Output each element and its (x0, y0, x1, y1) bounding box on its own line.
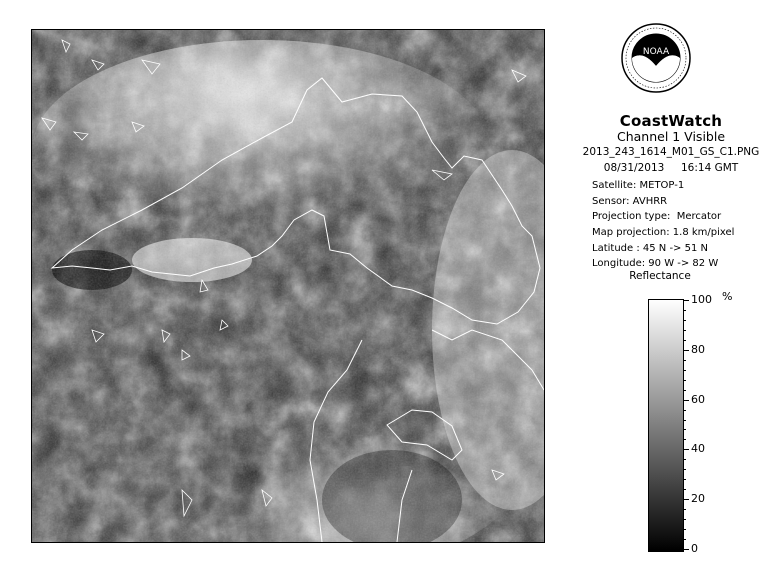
colorbar-major-tick (683, 350, 689, 351)
noaa-logo-icon (619, 20, 693, 112)
sensor-label: Sensor: AVHRR (592, 195, 668, 207)
map-projection-label: Map projection: 1.8 km/pixel (592, 227, 735, 239)
datetime-label: 08/31/2013 16:14 GMT (603, 162, 739, 174)
channel-label: Channel 1 Visible (616, 129, 726, 144)
colorbar-minor-tick (683, 429, 686, 430)
colorbar-minor-tick (683, 310, 686, 311)
colorbar-minor-tick (683, 539, 686, 540)
colorbar-minor-tick (683, 519, 686, 520)
colorbar-minor-tick (683, 410, 686, 411)
colorbar-major-tick (683, 499, 689, 500)
colorbar-minor-tick (683, 479, 686, 480)
satellite-label: Satellite: METOP-1 (592, 180, 685, 191)
colorbar-minor-tick (683, 380, 686, 381)
colorbar-major-tick (683, 549, 689, 550)
colorbar-minor-tick (683, 420, 686, 421)
colorbar-minor-tick (683, 320, 686, 321)
colorbar-minor-tick (683, 370, 686, 371)
colorbar-minor-tick (683, 330, 686, 331)
noaa-logo-text: NOAA (642, 47, 670, 57)
colorbar-minor-tick (683, 489, 686, 490)
colorbar-tick-label: 80 (691, 343, 705, 356)
colorbar-tick-label: 0 (691, 542, 698, 555)
colorbar-minor-tick (683, 509, 686, 510)
colorbar-minor-tick (683, 469, 686, 470)
colorbar-minor-tick (683, 439, 686, 440)
colorbar-minor-tick (683, 360, 686, 361)
colorbar-minor-tick (683, 390, 686, 391)
colorbar-title: Reflectance (629, 270, 691, 282)
colorbar-tick-label: 100 (691, 293, 712, 306)
colorbar-minor-tick (683, 340, 686, 341)
colorbar-minor-tick (683, 459, 686, 460)
colorbar-tick-label: 20 (691, 492, 705, 505)
satellite-image (31, 29, 545, 543)
filename-label: 2013_243_1614_M01_GS_C1.PNG (582, 146, 760, 158)
metadata-list (592, 178, 734, 272)
colorbar (648, 299, 684, 552)
colorbar-minor-tick (683, 529, 686, 530)
projection-type-label: Projection type: Mercator (592, 211, 722, 223)
colorbar-tick-label: 60 (691, 393, 705, 406)
longitude-label: Longitude: 90 W -> 82 W (592, 258, 719, 270)
satellite-image-svg (32, 30, 544, 542)
colorbar-major-tick (683, 400, 689, 401)
colorbar-tick-label: 40 (691, 442, 705, 455)
colorbar-unit: % (722, 290, 733, 303)
colorbar-major-tick (683, 449, 689, 450)
app-title: CoastWatch (619, 112, 723, 130)
colorbar-major-tick (683, 300, 689, 301)
latitude-label: Latitude : 45 N -> 51 N (592, 242, 708, 254)
